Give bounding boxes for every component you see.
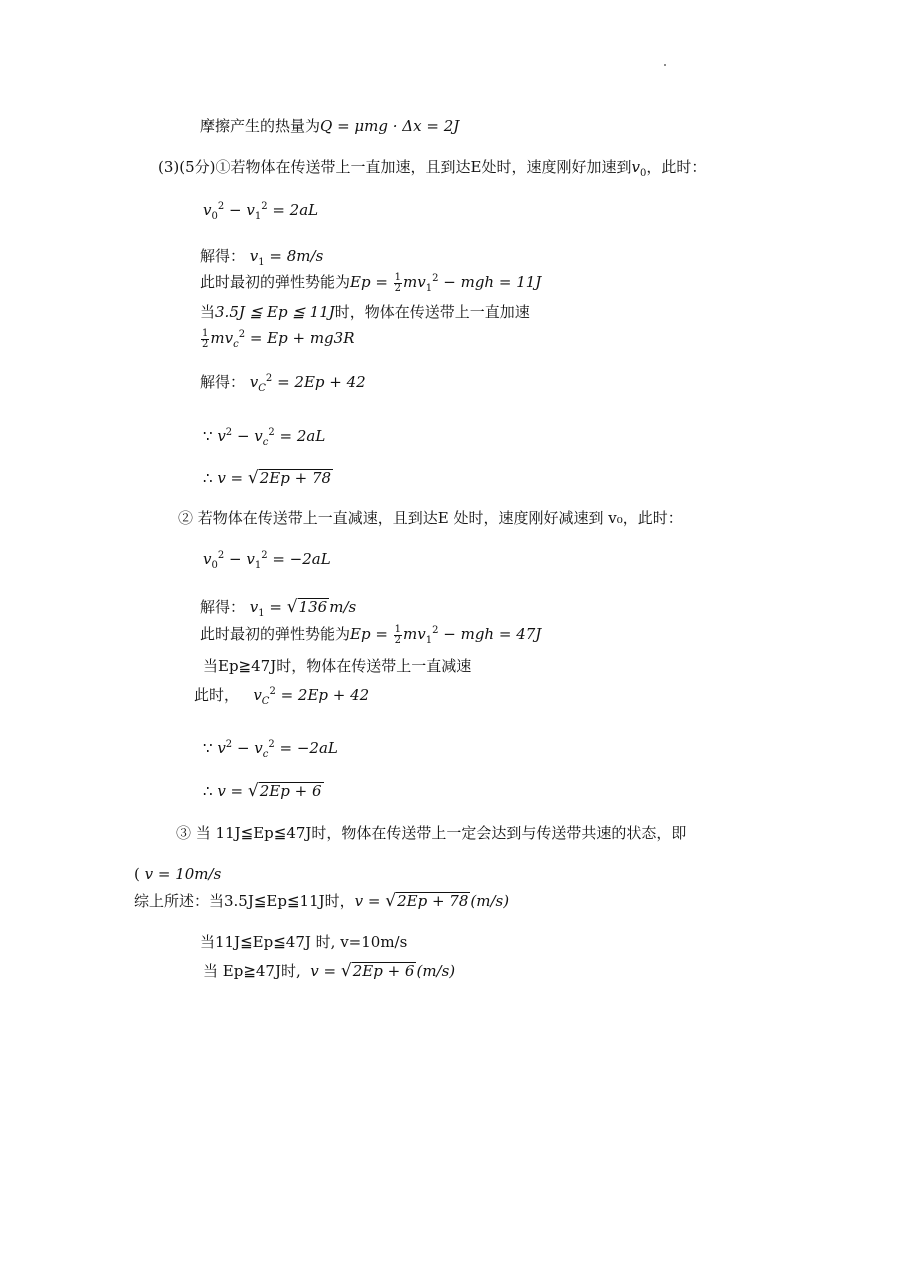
ep-label: 此时最初的弹性势能为 xyxy=(200,273,351,291)
solve-label: 解得： xyxy=(200,598,246,616)
open-paren: ( xyxy=(134,865,140,883)
kinematics-eq-1 xyxy=(203,200,318,220)
equation: ∵ $v^2 - v_c^2 = 2aL$ xyxy=(203,427,326,448)
summary-formula-3: v = √2Ep + 6 (m/s) xyxy=(300,961,456,981)
vc-result: $v_C^2 = 2Ep + 42$ xyxy=(245,373,366,394)
equation: ∴ v = √2Ep + 78 xyxy=(203,468,332,488)
because-eq-2 xyxy=(203,738,338,758)
because-eq-1 xyxy=(203,426,325,446)
kinematics-eq-2 xyxy=(203,549,331,569)
v1-result: $v_1 = √136$ m/s xyxy=(245,597,357,619)
case1-suffix: ，此时： xyxy=(646,158,707,176)
range-text: 当Ep≧47J时，物体在传送带上一直减速 xyxy=(203,657,472,675)
initial-ep-line-2 xyxy=(200,624,541,646)
summary-line-2 xyxy=(200,932,407,952)
therefore-eq-1 xyxy=(203,468,333,488)
initial-ep-line xyxy=(200,272,541,294)
v0-symbol: $v_0$ xyxy=(631,158,647,179)
case2-intro: ② 若物体在传送带上一直减速，且到达E 处时，速度刚好减速到 v₀，此时： xyxy=(178,509,683,527)
equation: ∴ v = √2Ep + 6 xyxy=(203,781,322,801)
ep-label: 此时最初的弹性势能为 xyxy=(200,625,351,643)
range-when: 当 xyxy=(200,303,216,321)
range-inequality: 3.5J ≦ Ep ≦ 11J xyxy=(215,303,335,321)
part3-case3 xyxy=(176,823,686,843)
ep-formula: Ep = $\frac{1}{2}$ $mv_1^2$ − mgh = 11J xyxy=(350,271,542,294)
part3-case2-heading xyxy=(178,508,683,528)
case3-text: ③ 当 11J≦Ep≦47J时，物体在传送带上一定会达到与传送带共速的状态，即 xyxy=(176,824,687,842)
summary-text-2: 当11J≦Ep≦47J 时, v=10m/s xyxy=(200,933,408,951)
equation: ∵ $v^2 - v_c^2 = -2aL$ xyxy=(203,739,338,760)
v-result: v = 10m/s xyxy=(139,865,222,883)
solve-v1-line-2 xyxy=(200,597,356,617)
range-result: 时，物体在传送带上一直加速 xyxy=(334,303,530,321)
now-label: 此时， xyxy=(194,686,240,704)
case1-intro: (3)(5分)①若物体在传送带上一直加速，且到达E处时，速度刚好加速到 xyxy=(158,158,632,176)
summary-line-1 xyxy=(134,891,509,911)
vc-line-2 xyxy=(194,685,369,705)
equation: $\frac{1}{2}$ $mv_c^2 = Ep + mg3R$ xyxy=(202,327,355,350)
range-condition-1 xyxy=(200,302,530,322)
summary-text: 综上所述：当3.5J≦Ep≦11J时， xyxy=(134,892,355,910)
page-speck xyxy=(664,64,666,66)
summary-line-3 xyxy=(203,961,455,981)
v1-result: $v_1 = 8m/s$ xyxy=(245,247,324,268)
ep-formula: Ep = $\frac{1}{2}$ $mv_1^2$ − mgh = 47J xyxy=(350,623,542,646)
solve-label: 解得： xyxy=(200,247,246,265)
summary-formula-1: v = √2Ep + 78 (m/s) xyxy=(354,891,510,911)
common-speed-line xyxy=(134,864,221,884)
equation: $v_0^2 - v_1^2 = 2aL$ xyxy=(203,201,319,222)
solve-v1-line xyxy=(200,246,323,266)
therefore-eq-2 xyxy=(203,781,324,801)
equation: $v_0^2 - v_1^2 = -2aL$ xyxy=(203,550,331,571)
heat-formula: Q = μmg · Δx = 2J xyxy=(320,117,460,135)
part3-case1-heading xyxy=(158,157,706,177)
heat-line xyxy=(200,116,459,136)
energy-eq xyxy=(200,328,355,350)
range-condition-2 xyxy=(203,656,471,676)
solve-vc-line xyxy=(200,372,366,392)
heat-label: 摩擦产生的热量为 xyxy=(200,117,321,135)
vc-result: $v_C^2 = 2Ep + 42$ xyxy=(239,686,370,707)
solve-label: 解得： xyxy=(200,373,246,391)
summary-text-3: 当 Ep≧47J时, xyxy=(203,962,301,980)
